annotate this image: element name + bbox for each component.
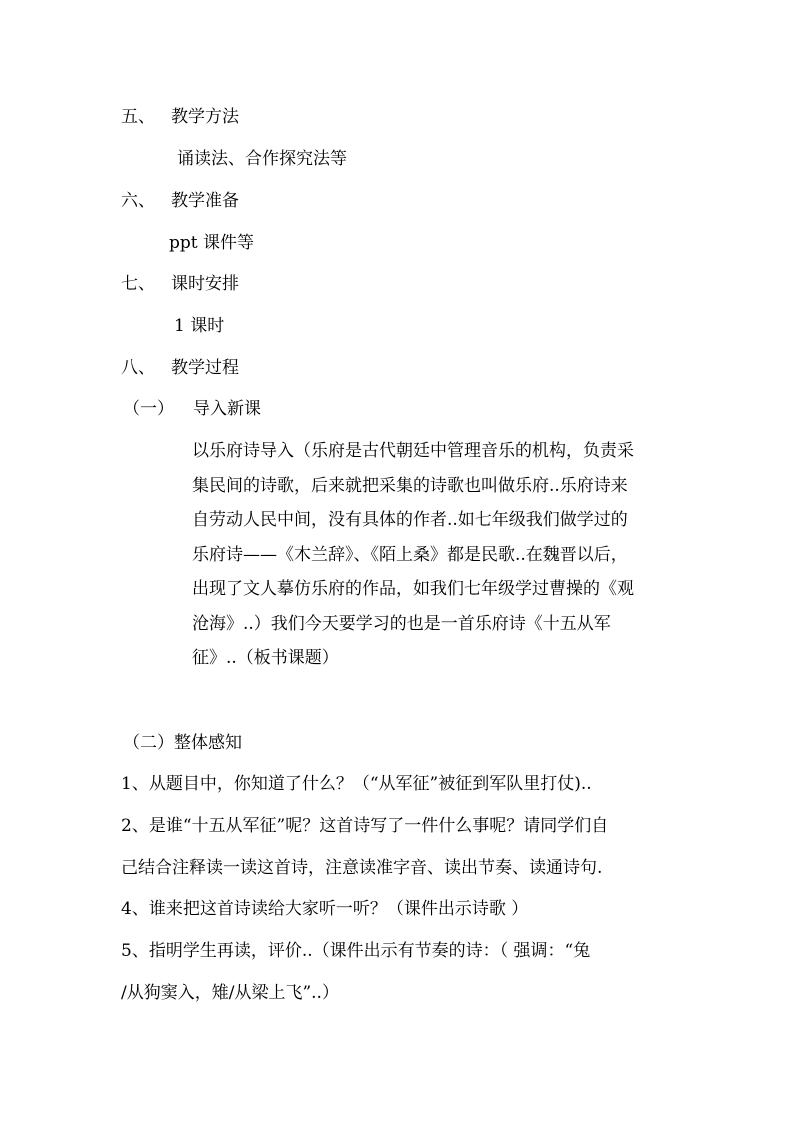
section-heading-method (121, 105, 239, 129)
list-item: 4、谁来把这首诗读给大家听一听？（课件出示诗歌 ） (121, 899, 529, 919)
list-item: 1、从题目中，你知道了什么？（“从军征”被征到军队里打仗).. (121, 774, 592, 794)
section-heading-process (121, 356, 239, 380)
section-title: 教学方法 (171, 107, 239, 127)
list-item: 2、是谁“十五从军征”呢？这首诗写了一件什么事呢？请同学们自 (121, 816, 609, 836)
section-heading-prep (121, 189, 239, 213)
list-item: 己结合注释读一读这首诗，注意读准字音、读出节奏、读通诗句. (121, 858, 603, 878)
hours-text: 1 课时 (174, 316, 225, 336)
intro-line: 集民间的诗歌，后来就把采集的诗歌也叫做乐府..乐府诗来 (192, 475, 628, 496)
section-number: 五、 (121, 107, 155, 127)
intro-paragraph (192, 434, 676, 676)
part-number: （一） (123, 399, 174, 419)
intro-line: 以乐府诗导入（乐府是古代朝廷中管理音乐的机构，负责采 (192, 441, 634, 461)
part-heading-overview: （二）整体感知 (123, 733, 242, 753)
intro-line: 沧海》..）我们今天要学习的也是一首乐府诗《十五从军 (192, 613, 611, 634)
prep-text: ppt 课件等 (169, 233, 254, 253)
section-title: 课时安排 (171, 274, 239, 294)
intro-line: 乐府诗——《木兰辞》、《陌上桑》都是民歌..在魏晋以后， (192, 544, 628, 565)
list-item: 5、指明学生再读，评价..（课件出示有节奏的诗：（ 强调：“兔 (121, 941, 591, 961)
list-item: /从狗窦入，雉/从梁上飞”..） (121, 983, 339, 1003)
section-number: 六、 (121, 191, 155, 211)
section-heading-hours (121, 272, 239, 296)
intro-line: 自劳动人民中间，没有具体的作者..如七年级我们做学过的 (192, 510, 628, 530)
method-text: 诵读法、合作探究法等 (177, 149, 347, 169)
section-title: 教学过程 (171, 358, 239, 378)
part-heading-intro (123, 397, 261, 421)
intro-line: 征》..（板书课题） (192, 648, 339, 668)
intro-line: 出现了文人摹仿乐府的作品，如我们七年级学过曹操的《观 (192, 579, 634, 599)
section-title: 教学准备 (171, 191, 239, 211)
section-number: 七、 (121, 274, 155, 294)
section-number: 八、 (121, 358, 155, 378)
part-title: 导入新课 (193, 399, 261, 419)
